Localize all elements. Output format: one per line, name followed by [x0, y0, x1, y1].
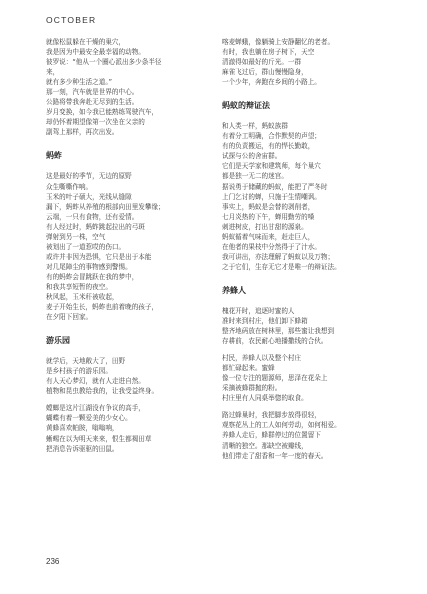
intro-paragraph: 就像松鼠躲在干燥的巢穴， 我是因为中最安全最幸福的动物。 彼罗说：“他从一个圈心派出多少条半径 来， 就有多少种生活之道。” 那一刻，汽车就是世界的中心。 公路将带我奔赴无尽到的生活。 岁月变换，如今我已能熟练驾驶汽车， 却仍怀着期望像第一次坐在父亲的 副驾上那样，再次出发。: [46, 38, 162, 137]
section-paragraph: 村民，养蜂人以及整个村庄 都忙碌起来。蜜蜂 像一位专注的题源师，思泽在花朵上 采摘被蜂群抛的粉。 村庄里有人同桌举惚的取食。: [222, 354, 328, 403]
intro-paragraph: 喀麦蝉蛾，像躺骑上安静翻忆的老者。 有时，我也躺在房子树下，天空 清澈得如最好的斤光。一群 麻雀飞过后，群山慢慢隐身， 一个少年，奔跑在乡间的小路上。: [222, 38, 335, 87]
section-title-ant-dialectics: 蚂蚁的辩证法: [222, 101, 270, 111]
section-title-grasshopper: 蚂蚱: [46, 151, 62, 161]
section-paragraph: 和人类一样，蚂蚁族群 有着分工明确，合作默契的声望； 有的负责搬运，有的悍长勤敢， 试探与公的舍宙群。 它们是天学家和建筑师，每个巢穴 都是独一无二的迷宫。 据说勇于储藏的蚂蚁，能把了严冬时 上门乞讨的蝉，只施于生情嘲讽。 事实上，蚂蚁是会替的剥削者， 七月炎热的下午，蝉用勤劳的嗓 刺进树皮，打出甘甜的源泉。 蚂蚁循着气味而来，赶走巨人， 在他者的果枝中分然得于了汁水。 我可讲出，亦法理解了蚂蚁以及万物； 之于它们，生存无它才是唯一的辩证法。: [222, 122, 341, 271]
section-title-playground: 游乐园: [46, 336, 70, 346]
section-paragraph: 这是最好的季节，无边的原野 众生嘶嘶作响。 玉米的叶子硕大，光线从缝隙 漏下，蚂蚱从养殖的根部向田里发攀缘； 云端，一只有食物，还有爱情。 有人经过时，蚂蚱跳起拉出的弓斑 弹射到另一株，空气 被划出了一道惹哎的伤口。 或许并非因为恐惧，它只是出于本能 对几尾障尘的事物感到警惕。 有的蚂蚱会冒跳跃在我的梦中， 和我共享短暂的夜空。 秋风起，玉米秆被收起， 麦子开始生长，蚂蚱也前着晚的孩子， 在夕阳下回家。: [46, 172, 165, 322]
section-title-beekeeper: 养蜂人: [222, 285, 246, 295]
page-number: 236: [46, 557, 60, 566]
left-column: [46, 37, 206, 454]
running-header: OCTOBER: [46, 15, 97, 25]
section-paragraph: 就学后，天地敞大了，田野 是乡村孩子的游乐园。 有人天心梦幻，就有人走进自然。 植物和昆虫教给我的，让我受益终身。: [46, 357, 159, 396]
section-paragraph: 槐花开时，追逐时蜜的人 准时来到村庄，他们卸下蜂箱 整齐地码放在树林里，那些蜜让我想到 存耕前，农民耐心地播撒线的合伙。: [222, 306, 335, 346]
section-paragraph: 螳螂是这片江湖没有争议的高手， 蝴蝶有着一颗爱美的少女心。 黄蜂喜欢帕胺，嗡嗡响， 蜥蜴在以为明天来来，恨生都褐田草 把消息告诉驱驱的田鼠。: [46, 404, 152, 453]
section-paragraph: 路过蜂巢时，我把脚步放得很轻， 观察花丛上的工人如何劳动，如何相爱。 养蜂人走后，蜂群停过的位置留下 清晰的独空。那缺空被瓣线， 他们带走了甜香和一年一度的春天。: [222, 411, 341, 460]
right-column: [222, 37, 382, 461]
